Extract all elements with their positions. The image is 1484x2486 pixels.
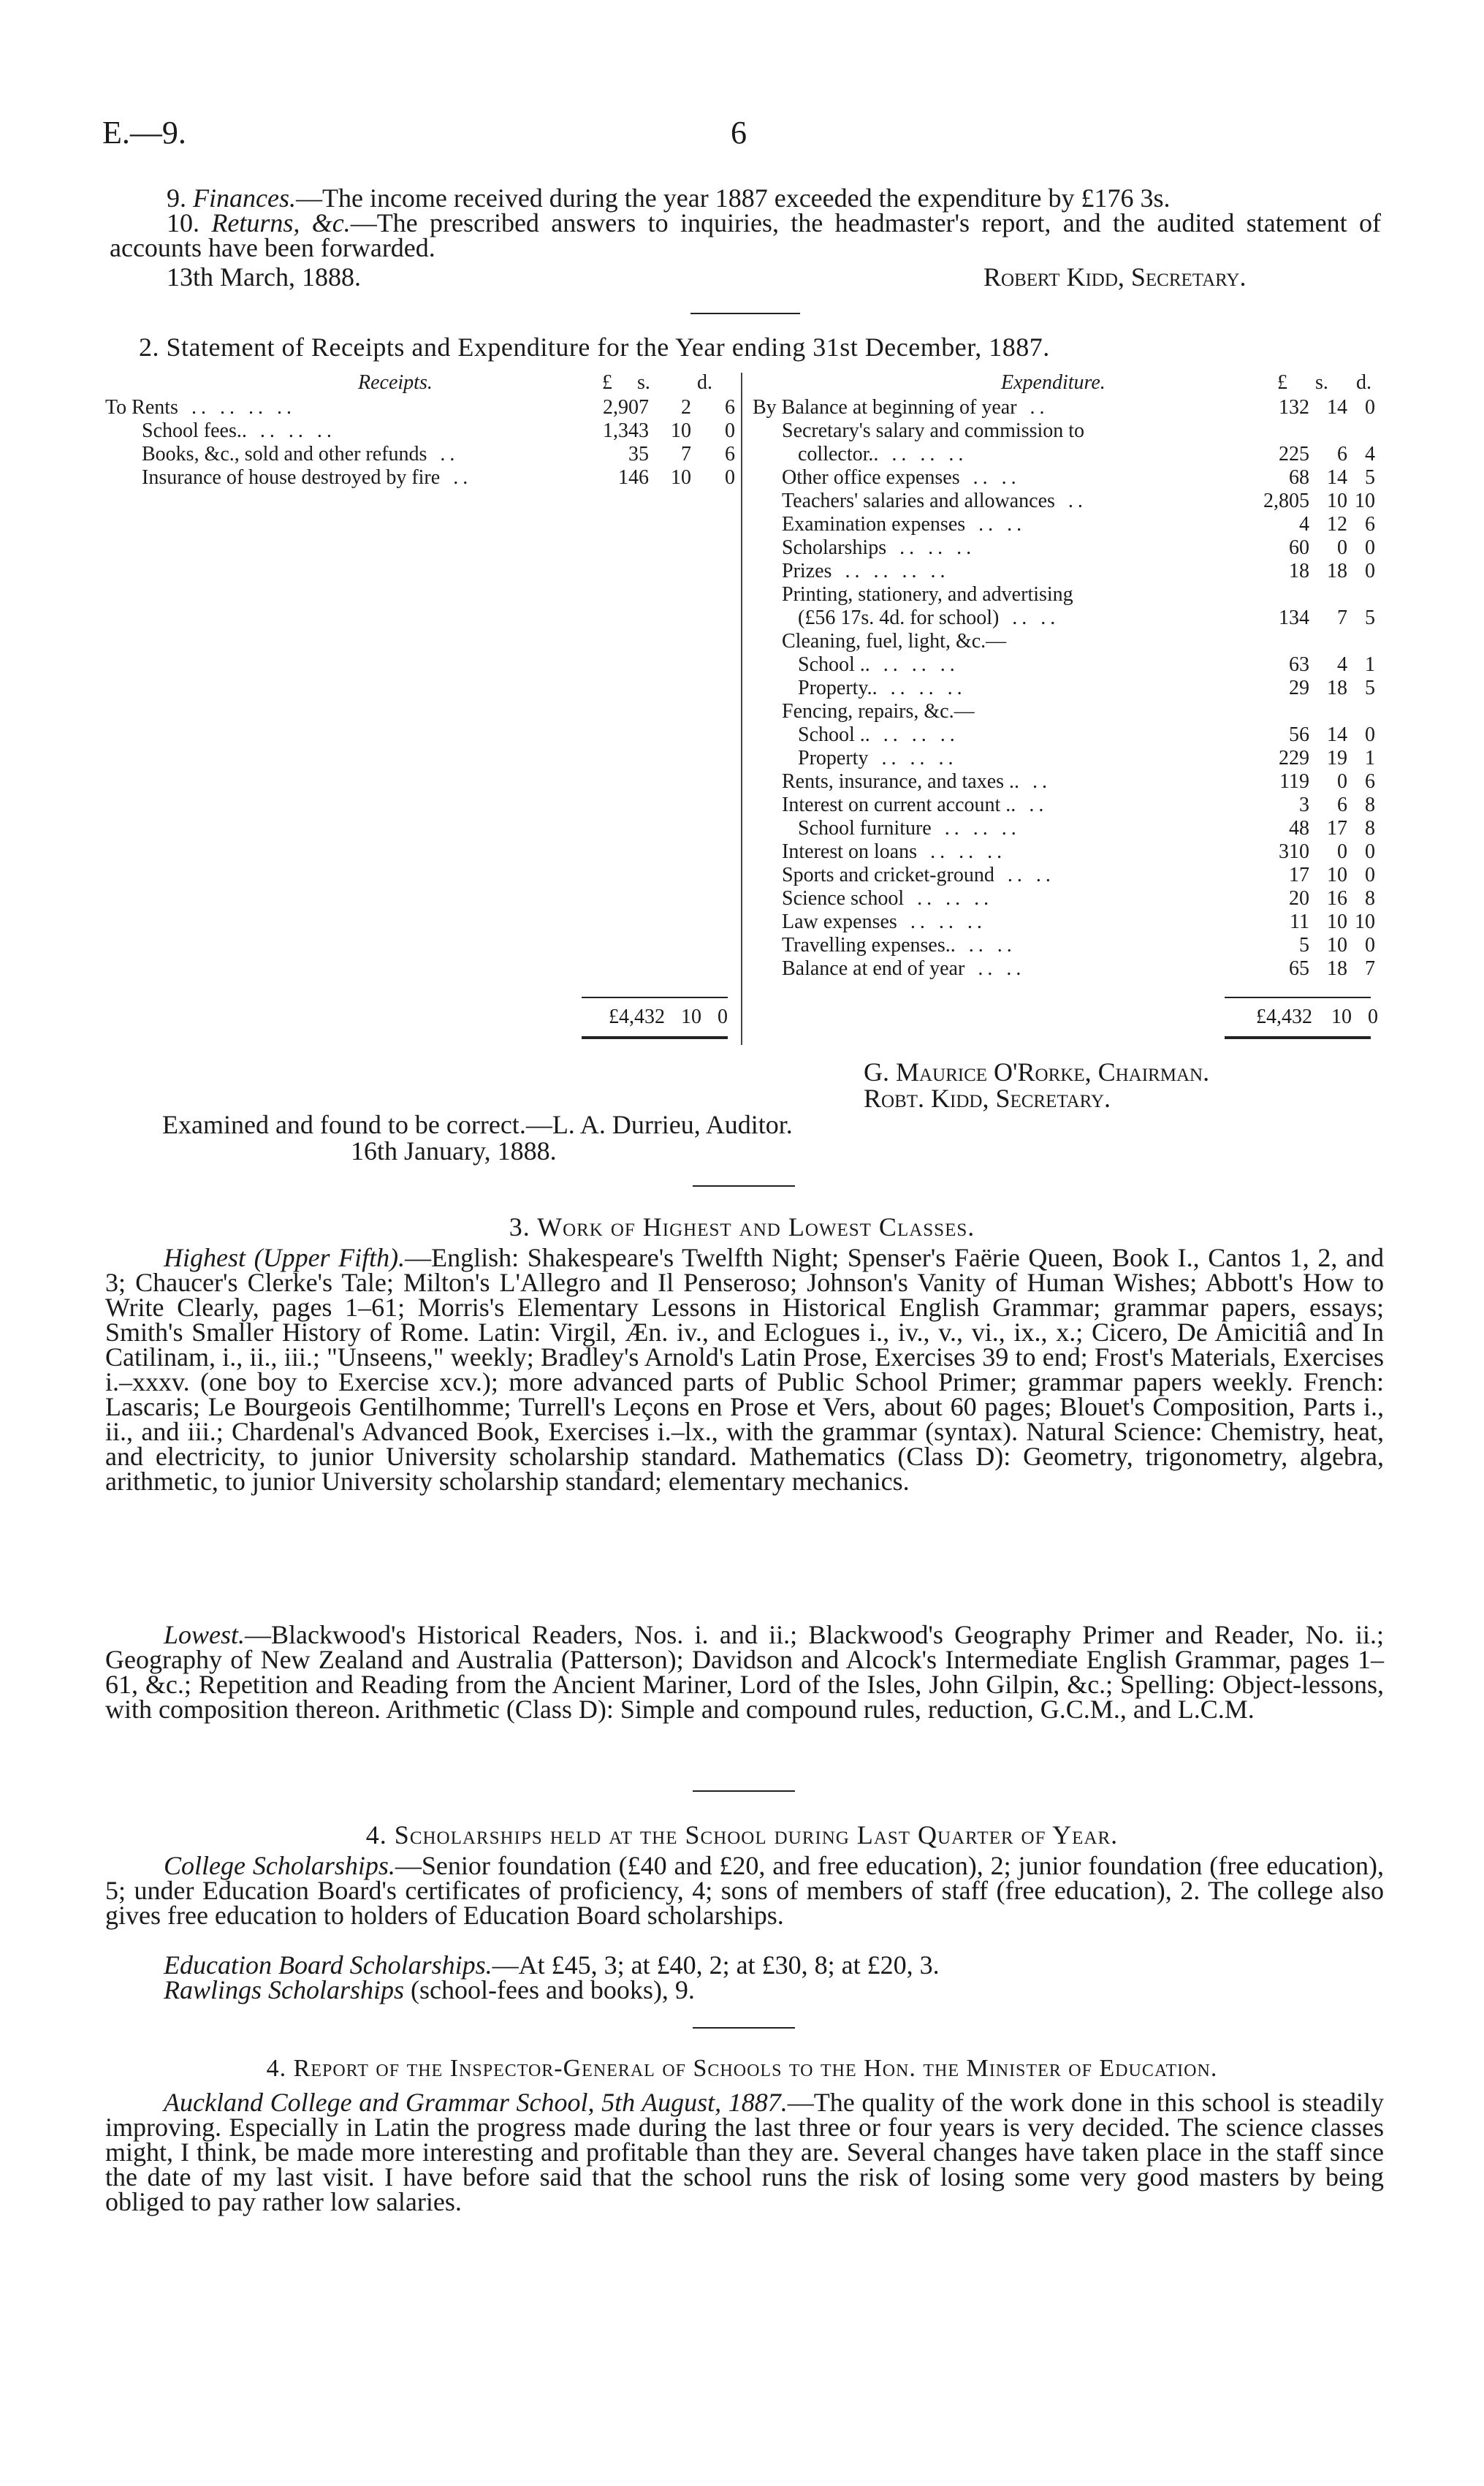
expenditure-amount-pounds: 65: [1289, 957, 1309, 980]
expenditure-total-rule-top: [1225, 997, 1371, 998]
receipts-amount-shillings: 7: [681, 443, 691, 465]
receipts-pound-heading: £: [602, 371, 612, 394]
expenditure-item-label: Examination expenses: [782, 513, 966, 536]
expenditure-item-label: Scholarships: [782, 536, 887, 559]
receipts-amount-pounds: 35: [628, 443, 649, 465]
receipts-total-pence: 0: [718, 1006, 728, 1028]
expenditure-leader-dots: .. .. ..: [891, 443, 968, 465]
expenditure-row: [753, 934, 1375, 957]
expenditure-amount-pounds: 3: [1299, 794, 1309, 816]
expenditure-leader-dots: .. .. ..: [930, 840, 1007, 863]
expenditure-amount-shillings: 14: [1327, 396, 1347, 419]
receipts-item-label: School fees..: [142, 419, 247, 442]
expenditure-leader-dots: .. .. ..: [883, 723, 959, 746]
receipts-row: [105, 443, 735, 466]
expenditure-item-label: Property..: [798, 677, 878, 699]
expenditure-leader-dots: .. .. ..: [890, 677, 967, 699]
expenditure-amount-pounds: 48: [1289, 817, 1309, 840]
expenditure-item-label: collector..: [798, 443, 879, 465]
returns-text: —The prescribed answers to inquiries, the headmaster's report, and the audited statement of accounts have been forwarded.: [110, 208, 1381, 262]
expenditure-item-label: Law expenses: [782, 911, 897, 933]
expenditure-item-label: Property: [798, 747, 869, 769]
expenditure-amount-shillings: 14: [1327, 466, 1347, 489]
expenditure-amount-pence: 0: [1365, 396, 1375, 419]
expenditure-row: [753, 396, 1375, 419]
expenditure-leader-dots: ..: [1032, 770, 1052, 793]
returns-paragraph: [110, 210, 1381, 260]
college-scholarships-paragraph: [105, 1853, 1384, 1928]
receipts-row: [105, 396, 735, 419]
expenditure-pound-heading: £: [1277, 371, 1287, 394]
lowest-class-text: —Blackwood's Historical Readers, Nos. i. and ii.; Blackwood's Geography Primer and Reader, No. ii.; Geography of New Zealand and Australia (Patterson); Davidson and Alcock's Intermediate English Grammar, pages 1–61, &c.; Repetition and Reading from the Ancient Mariner, Lord of the Isles, John Gilpin, &c.; Spelling: Object-lessons, with composition thereon. Arithmetic (Class D): Simple and compound rules, reduction, G.C.M., and L.C.M.: [105, 1620, 1384, 1724]
expenditure-leader-dots: ..: [1029, 794, 1049, 816]
expenditure-total-shillings: 10: [1331, 1006, 1352, 1028]
expenditure-amount-pence: 0: [1365, 560, 1375, 582]
expenditure-amount-pounds: 63: [1289, 653, 1309, 676]
scholarships-section-title: 4. Scholarships held at the School during Last Quarter of Year.: [365, 1820, 1119, 1850]
expenditure-leader-dots: .. .. ..: [910, 911, 986, 933]
expenditure-row: [753, 864, 1375, 887]
expenditure-row: [753, 490, 1375, 513]
expenditure-row: [753, 817, 1375, 840]
expenditure-item-label: Fencing, repairs, &c.—: [782, 700, 975, 723]
expenditure-row: [753, 630, 1375, 653]
receipts-leader-dots: .. .. .. ..: [191, 396, 296, 419]
expenditure-item-label: Interest on loans: [782, 840, 918, 863]
expenditure-row: [753, 911, 1375, 934]
expenditure-leader-dots: .. ..: [1012, 607, 1060, 629]
expenditure-leader-dots: .. .. ..: [899, 536, 976, 559]
expenditure-amount-pence: 0: [1365, 723, 1375, 746]
expenditure-row: [753, 700, 1375, 723]
auditor-date: 16th January, 1888.: [351, 1136, 557, 1166]
college-scholarships-label: College Scholarships.: [164, 1851, 395, 1880]
expenditure-amount-shillings: 12: [1327, 513, 1347, 536]
expenditure-amount-pence: 10: [1355, 490, 1375, 512]
expenditure-amount-shillings: 6: [1337, 794, 1347, 816]
expenditure-row: [753, 466, 1375, 490]
document-reference: E.—9.: [102, 115, 186, 151]
receipts-row: [105, 466, 735, 490]
receipts-total-shillings: 10: [681, 1006, 701, 1028]
expenditure-leader-dots: .. ..: [1007, 864, 1055, 886]
expenditure-amount-shillings: 0: [1337, 770, 1347, 793]
expenditure-amount-shillings: [1309, 700, 1347, 723]
expenditure-amount-shillings: [1309, 419, 1347, 443]
statement-title: 2. Statement of Receipts and Expenditure for the Year ending 31st December, 1887.: [139, 332, 1050, 362]
receipts-amount-shillings: 10: [671, 466, 691, 489]
expenditure-item-label: By Balance at beginning of year: [753, 396, 1017, 419]
expenditure-amount-pounds: 20: [1289, 887, 1309, 910]
expenditure-row: [753, 794, 1375, 817]
expenditure-leader-dots: .. .. ..: [881, 747, 958, 769]
expenditure-item-label: Prizes: [782, 560, 832, 582]
expenditure-amount-pounds: 4: [1299, 513, 1309, 536]
rawlings-scholarships-paragraph: [105, 1977, 1384, 2002]
board-scholarships-paragraph: [105, 1950, 1384, 1980]
receipts-amount-pence: 0: [725, 466, 735, 489]
expenditure-amount-shillings: 10: [1327, 911, 1347, 933]
receipts-leader-dots: ..: [440, 443, 460, 465]
expenditure-row: [753, 443, 1375, 466]
expenditure-amount-pounds: 310: [1279, 840, 1309, 863]
expenditure-amount-pence: 0: [1365, 840, 1375, 863]
finances-text: —The income received during the year 1887 exceeded the expenditure by £176 3s.: [295, 183, 1171, 213]
receipts-amount-pounds: 146: [618, 466, 649, 489]
expenditure-row: [753, 747, 1375, 770]
expenditure-amount-pounds: 11: [1290, 911, 1309, 933]
divider: [693, 2027, 795, 2029]
auditor-note: Examined and found to be correct.—L. A. Durrieu, Auditor.: [162, 1110, 793, 1139]
highest-class-paragraph: [105, 1245, 1384, 1494]
expenditure-amount-shillings: 14: [1327, 723, 1347, 746]
expenditure-amount-pounds: 68: [1289, 466, 1309, 489]
expenditure-row: [753, 419, 1375, 443]
expenditure-item-label: Travelling expenses..: [782, 934, 956, 957]
expenditure-leader-dots: .. ..: [978, 957, 1026, 980]
highest-class-label: Highest (Upper Fifth).: [164, 1243, 406, 1272]
highest-class-text: —English: Shakespeare's Twelfth Night; Spenser's Faërie Queen, Book I., Cantos 1, 2, and 3; Chaucer's Clerke's Tale; Milton's L'Allegro and Il Penseroso; Johnson's Vanity of Human Wishes; Abbott's How to Write Clearly, pages 1–61; Morris's Elementary Lessons in Historical English Grammar; grammar papers, essays; Smith's Smaller History of Rome. Latin: Virgil, Æn. iv., and Eclogues i., iv., v., vi., ix., x.; Cicero, De Amicitiâ and In Catilinam, i., ii., iii.; "Unseens," weekly; Bradley's Arnold's Latin Prose, Exercises 39 to end; Frost's Materials, Exercises i.–xxxv. (one boy to Exercise xcv.); more advanced parts of Public School Primer; grammar papers weekly. French: Lascaris; Le Bourgeois Gentilhomme; Turrell's Leçons en Prose et Vers, about 60 pages; Blouet's Composition, Parts i., ii., and iii.; Chardenal's Advanced Book, Exercises i.–lx., with the grammar (syntax). Natural Science: Chemistry, heat, and electricity, to junior University scholarship standard. Mathematics (Class D): Geometry, trigonometry, algebra, arithmetic, to junior University scholarship standard; elementary mechanics.: [105, 1243, 1384, 1496]
receipts-amount-pence: 0: [725, 419, 735, 442]
expenditure-leader-dots: .. .. ..: [944, 817, 1021, 840]
expenditure-row: [753, 957, 1375, 981]
expenditure-amount-pence: 10: [1355, 911, 1375, 933]
statement-secretary-signature: Robt. Kidd, Secretary.: [864, 1084, 1111, 1113]
expenditure-item-label: Rents, insurance, and taxes ..: [782, 770, 1020, 793]
expenditure-row: [753, 840, 1375, 864]
expenditure-item-label: Sports and cricket-ground: [782, 864, 994, 886]
expenditure-leader-dots: .. ..: [968, 934, 1016, 957]
page-number: 6: [731, 115, 747, 151]
finances-label: Finances.: [193, 183, 296, 213]
expenditure-row: [753, 653, 1375, 677]
receipts-total-rule-bottom: [582, 1036, 728, 1039]
expenditure-amount-shillings: 7: [1337, 607, 1347, 629]
expenditure-amount-pounds: [1220, 583, 1309, 607]
expenditure-amount-shillings: 18: [1327, 677, 1347, 699]
work-section-title: 3. Work of Highest and Lowest Classes.: [509, 1212, 975, 1242]
expenditure-amount-pounds: [1220, 419, 1309, 443]
expenditure-amount-shillings: 10: [1327, 934, 1347, 957]
receipts-item-label: Insurance of house destroyed by fire: [142, 466, 441, 489]
receipts-pence-heading: d.: [697, 371, 712, 394]
expenditure-amount-shillings: 10: [1327, 490, 1347, 512]
returns-label: Returns, &c.: [211, 208, 351, 237]
expenditure-amount-shillings: [1309, 630, 1347, 653]
chairman-signature: G. Maurice O'Rorke, Chairman.: [864, 1057, 1210, 1087]
expenditure-total-rule-bottom: [1225, 1036, 1371, 1039]
expenditure-amount-pence: [1347, 700, 1375, 723]
expenditure-amount-pence: 4: [1365, 443, 1375, 465]
receipts-total-pounds: £4,432: [609, 1006, 665, 1028]
expenditure-leader-dots: ..: [1030, 396, 1049, 419]
receipts-leader-dots: ..: [453, 466, 473, 489]
expenditure-amount-pence: 6: [1365, 770, 1375, 793]
expenditure-amount-pounds: 132: [1279, 396, 1309, 419]
expenditure-amount-pounds: [1220, 630, 1309, 653]
receipts-heading: Receipts.: [358, 371, 433, 394]
report-text: —The quality of the work done in this school is steadily improving. Especially in Latin the progress made during the last three or four years is very decided. The science classes might, I think, be made more interesting and profitable than they are. Several changes have taken place in the staff since the date of my last visit. I have before said that the school runs the risk of losing some very good masters by being obliged to pay rather low salaries.: [105, 2088, 1384, 2216]
column-divider: [741, 373, 742, 1045]
divider: [693, 1790, 795, 1792]
expenditure-amount-pence: 8: [1365, 817, 1375, 840]
expenditure-amount-pence: 5: [1365, 466, 1375, 489]
expenditure-heading: Expenditure.: [1001, 371, 1106, 394]
expenditure-leader-dots: .. ..: [978, 513, 1027, 536]
divider: [693, 1185, 795, 1187]
expenditure-item-label: Teachers' salaries and allowances: [782, 490, 1055, 512]
expenditure-item-label: Other office expenses: [782, 466, 960, 489]
expenditure-amount-pounds: 29: [1289, 677, 1309, 699]
expenditure-total: [1225, 1006, 1378, 1029]
receipts-row: [105, 419, 735, 443]
expenditure-amount-pence: 0: [1365, 934, 1375, 957]
expenditure-leader-dots: .. .. ..: [917, 887, 994, 910]
expenditure-amount-pence: 8: [1365, 794, 1375, 816]
expenditure-amount-shillings: 10: [1327, 864, 1347, 886]
report-label: Auckland College and Grammar School, 5th August, 1887.: [164, 2088, 788, 2117]
expenditure-pence-heading: d.: [1356, 371, 1371, 394]
college-scholarships-text: —Senior foundation (£40 and £20, and free education), 2; junior foundation (free education), 5; under Education Board's certificates of proficiency, 4; sons of members of staff (free education), 2. The college also gives free education to holders of Education Board scholarships.: [105, 1851, 1385, 1930]
receipts-amount-pounds: 2,907: [603, 396, 649, 419]
divider: [690, 313, 800, 314]
receipts-leader-dots: .. .. ..: [259, 419, 336, 442]
expenditure-amount-pounds: 229: [1279, 747, 1309, 769]
expenditure-leader-dots: ..: [1068, 490, 1087, 512]
expenditure-amount-shillings: 18: [1327, 957, 1347, 980]
report-date: 13th March, 1888.: [167, 262, 361, 292]
expenditure-table: [753, 396, 1375, 981]
expenditure-amount-pence: [1347, 630, 1375, 653]
expenditure-item-label: School ..: [798, 653, 870, 676]
expenditure-amount-pence: 5: [1365, 607, 1375, 629]
expenditure-row: [753, 560, 1375, 583]
expenditure-row: [753, 583, 1375, 607]
expenditure-total-pence: 0: [1368, 1006, 1378, 1028]
expenditure-amount-shillings: 18: [1327, 560, 1347, 582]
expenditure-amount-pounds: 134: [1279, 607, 1309, 629]
receipts-item-label: To Rents: [105, 396, 178, 419]
expenditure-amount-pounds: 17: [1289, 864, 1309, 886]
receipts-amount-shillings: 10: [671, 419, 691, 442]
expenditure-amount-pounds: 119: [1279, 770, 1309, 793]
expenditure-amount-pence: 0: [1365, 536, 1375, 559]
expenditure-item-label: Science school: [782, 887, 905, 910]
rawlings-scholarships-text: (school-fees and books), 9.: [404, 1975, 695, 2004]
lowest-class-label: Lowest.: [164, 1620, 246, 1649]
expenditure-leader-dots: .. ..: [973, 466, 1021, 489]
expenditure-row: [753, 677, 1375, 700]
expenditure-amount-pence: [1347, 419, 1375, 443]
item-number-10: 10.: [167, 208, 199, 237]
expenditure-amount-pounds: 5: [1299, 934, 1309, 957]
expenditure-amount-shillings: 19: [1327, 747, 1347, 769]
receipts-shilling-heading: s.: [637, 371, 650, 394]
expenditure-amount-shillings: 17: [1327, 817, 1347, 840]
expenditure-item-label: Balance at end of year: [782, 957, 965, 980]
expenditure-amount-pence: 7: [1365, 957, 1375, 980]
secretary-signature: Robert Kidd, Secretary.: [983, 262, 1247, 292]
expenditure-item-label: (£56 17s. 4d. for school): [798, 607, 1000, 629]
expenditure-leader-dots: .. .. ..: [883, 653, 959, 676]
expenditure-item-label: School furniture: [798, 817, 932, 840]
expenditure-amount-pence: 1: [1365, 653, 1375, 676]
expenditure-row: [753, 723, 1375, 747]
report-section-title: 4. Report of the Inspector-General of Schools to the Hon. the Minister of Education.: [266, 2055, 1218, 2082]
board-scholarships-label: Education Board Scholarships.: [164, 1950, 492, 1980]
expenditure-amount-pounds: [1220, 700, 1309, 723]
item-number-9: 9.: [167, 183, 186, 213]
receipts-amount-pence: 6: [725, 396, 735, 419]
expenditure-amount-pence: 0: [1365, 864, 1375, 886]
expenditure-amount-shillings: 4: [1337, 653, 1347, 676]
expenditure-total-pounds: £4,432: [1256, 1006, 1312, 1028]
expenditure-amount-pence: 1: [1365, 747, 1375, 769]
expenditure-shilling-heading: s.: [1315, 371, 1328, 394]
expenditure-amount-shillings: [1309, 583, 1347, 607]
expenditure-amount-pence: 8: [1365, 887, 1375, 910]
expenditure-row: [753, 770, 1375, 794]
expenditure-amount-pounds: 60: [1289, 536, 1309, 559]
receipts-amount-pounds: 1,343: [603, 419, 649, 442]
expenditure-amount-pence: 6: [1365, 513, 1375, 536]
expenditure-amount-pounds: 56: [1289, 723, 1309, 746]
board-scholarships-text: —At £45, 3; at £40, 2; at £30, 8; at £20, 3.: [492, 1950, 940, 1980]
expenditure-item-label: Interest on current account ..: [782, 794, 1016, 816]
expenditure-row: [753, 607, 1375, 630]
expenditure-amount-pounds: 18: [1289, 560, 1309, 582]
expenditure-item-label: Cleaning, fuel, light, &c.—: [782, 630, 1007, 653]
expenditure-row: [753, 887, 1375, 911]
receipts-total: [582, 1006, 728, 1029]
expenditure-amount-shillings: 0: [1337, 840, 1347, 863]
receipts-amount-pence: 6: [725, 443, 735, 465]
expenditure-row: [753, 513, 1375, 536]
report-paragraph: [105, 2090, 1384, 2214]
rawlings-scholarships-label: Rawlings Scholarships: [164, 1975, 405, 2004]
expenditure-amount-pounds: 2,805: [1263, 490, 1309, 512]
expenditure-item-label: Printing, stationery, and advertising: [782, 583, 1073, 606]
expenditure-item-label: Secretary's salary and commission to: [782, 419, 1085, 442]
finances-paragraph: [110, 183, 1381, 213]
lowest-class-paragraph: [105, 1622, 1384, 1722]
expenditure-amount-pence: 5: [1365, 677, 1375, 699]
expenditure-amount-shillings: 16: [1327, 887, 1347, 910]
expenditure-amount-pence: [1347, 583, 1375, 607]
expenditure-leader-dots: .. .. .. ..: [845, 560, 950, 582]
receipts-item-label: Books, &c., sold and other refunds: [142, 443, 427, 465]
receipts-total-rule-top: [582, 997, 728, 998]
expenditure-amount-pounds: 225: [1279, 443, 1309, 465]
receipts-table: [105, 396, 735, 490]
expenditure-amount-shillings: 0: [1337, 536, 1347, 559]
receipts-amount-shillings: 2: [681, 396, 691, 419]
expenditure-item-label: School ..: [798, 723, 870, 746]
expenditure-amount-shillings: 6: [1337, 443, 1347, 465]
expenditure-row: [753, 536, 1375, 560]
